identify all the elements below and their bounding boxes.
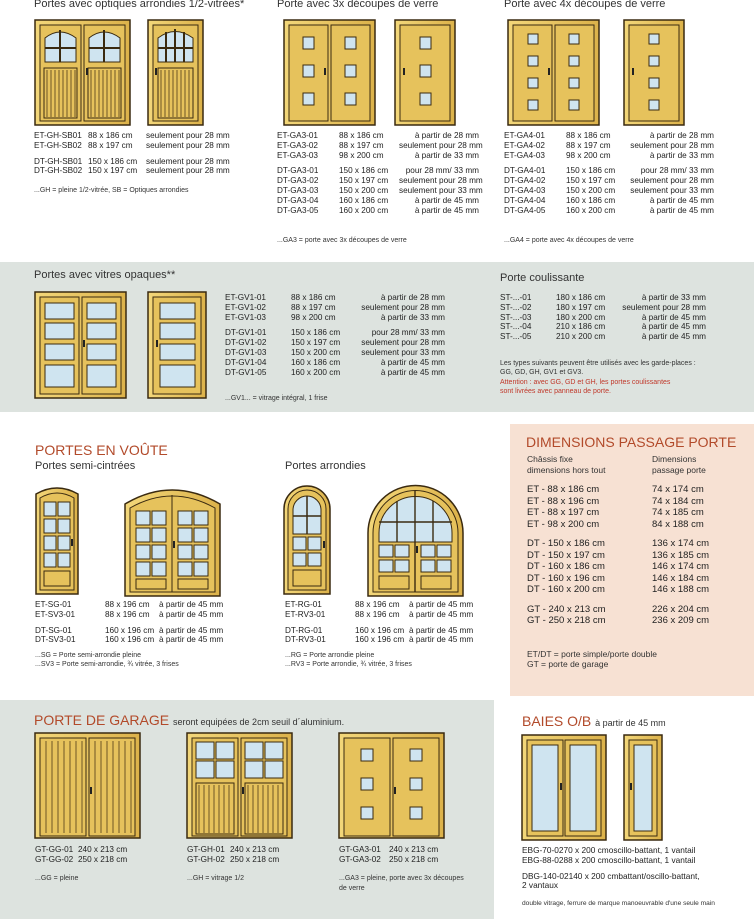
passage-dimension: 226 x 204 cm xyxy=(652,603,710,615)
spec-row xyxy=(504,206,714,216)
frame-dimension: DT - 160 x 186 cm xyxy=(527,561,605,572)
door-single-opaque xyxy=(148,292,206,398)
spec-cell: à partir de 45 mm xyxy=(649,195,714,205)
window-single-tilt-turn xyxy=(624,735,662,840)
spec-cell: DT-GA4-04 xyxy=(504,195,546,205)
spec-cell: 160 x 200 cm xyxy=(566,205,616,215)
spec-cell: 150 x 197 cm xyxy=(88,166,138,176)
spec-cell: DT-GA3-01 xyxy=(277,166,319,176)
spec-cell: 240 x 213 cm xyxy=(78,845,128,854)
spec-row xyxy=(187,855,290,865)
s5-specs xyxy=(500,293,706,342)
spec-cell: GT-GG-01 xyxy=(35,845,74,854)
spec-cell: ET-SV3-01 xyxy=(35,609,76,619)
passage-dimension: 84 x 188 cm xyxy=(652,518,704,530)
spec-row xyxy=(225,358,445,368)
spec-cell: à partir de 45 mm xyxy=(380,357,445,367)
spec-row xyxy=(522,881,700,891)
spec-cell: 88 x 197 cm xyxy=(291,302,336,312)
s8-title-suffix: seront equipées de 2cm seuil d´aluminium. xyxy=(173,717,345,727)
spec-row xyxy=(522,856,700,866)
frame-dimension: DT - 160 x 196 cm xyxy=(527,572,605,584)
spec-cell: ST-...-04 xyxy=(500,322,532,332)
passage-dimension: 74 x 185 cm xyxy=(652,507,704,518)
frame-dimension: ET - 88 x 196 cm xyxy=(527,495,600,507)
spec-cell: DT-SG-01 xyxy=(35,625,72,635)
spec-row xyxy=(277,151,479,161)
spec-cell: 180 x 200 cm xyxy=(556,312,606,322)
s7-col1a: Châssis fixe xyxy=(527,454,573,464)
spec-cell: DT-GA3-05 xyxy=(277,205,319,215)
spec-cell: 140 x 200 cm xyxy=(568,870,619,881)
spec-row xyxy=(225,303,445,313)
spec-cell: DT-GH-SB02 xyxy=(34,166,83,176)
spec-cell: ST-...-01 xyxy=(500,293,532,302)
spec-cell: 88 x 197 cm xyxy=(339,140,384,150)
spec-cell: 88 x 186 cm xyxy=(566,131,611,140)
spec-row xyxy=(35,626,229,636)
spec-cell: 88 x 197 cm xyxy=(88,140,133,150)
spec-cell: DT-GV1-04 xyxy=(225,357,267,367)
spec-cell: DT-GV1-01 xyxy=(225,328,267,338)
spec-cell: à partir de 28 mm xyxy=(380,293,445,302)
spec-cell: seulement pour 28 mm xyxy=(399,176,483,186)
spec-cell: ET-GA4-01 xyxy=(504,131,545,140)
spec-cell: 150 x 186 cm xyxy=(339,166,389,176)
spec-row xyxy=(225,368,445,378)
s1-note: ...GH = pleine 1/2-vitrée, SB = Optiques arrondies xyxy=(34,187,189,194)
spec-cell: ST-...-03 xyxy=(500,312,532,322)
s9-title-suffix: à partir de 45 mm xyxy=(595,718,666,728)
spec-cell: ET-GH-SB01 xyxy=(34,131,82,140)
spec-row xyxy=(504,166,714,176)
spec-row xyxy=(34,131,242,141)
spec-cell: ST-...-02 xyxy=(500,302,532,312)
spec-cell: 160 x 196 cm xyxy=(105,625,155,635)
spec-cell: DT-GA4-05 xyxy=(504,205,546,215)
door-double-arched-optics xyxy=(35,20,130,125)
spec-cell: à partir de 45 mm xyxy=(159,635,224,645)
spec-cell: oscillo-battant, 1 vantail xyxy=(608,845,696,855)
s1-specs xyxy=(34,131,242,176)
door-single-arched-optics xyxy=(148,20,203,125)
spec-row xyxy=(504,186,714,196)
spec-row xyxy=(500,332,706,342)
spec-cell: à partir de 45 mm xyxy=(159,609,224,619)
s2-title: Porte avec 3x découpes de verre xyxy=(277,0,439,10)
spec-row xyxy=(500,322,706,332)
spec-row xyxy=(225,313,445,323)
spec-cell: battant/oscillo-battant, xyxy=(618,870,700,881)
spec-cell: 160 x 186 cm xyxy=(291,357,341,367)
door-double-opaque xyxy=(35,292,126,398)
spec-cell: DT-GA4-03 xyxy=(504,185,546,195)
s6-title: PORTES EN VOÛTE xyxy=(35,442,168,458)
spec-cell: DT-GA4-02 xyxy=(504,176,546,186)
spec-cell: seulement pour 33 mm xyxy=(399,185,483,195)
s8-specs-b xyxy=(187,845,290,865)
spec-cell: 150 x 197 cm xyxy=(566,176,616,186)
frame-dimension: DT - 150 x 197 cm xyxy=(527,549,605,561)
spec-cell: 88 x 200 cm xyxy=(563,854,609,865)
passage-dimension: 146 x 188 cm xyxy=(652,584,710,595)
dimension-row xyxy=(527,573,732,585)
spec-cell: 210 x 200 cm xyxy=(556,332,606,342)
spec-row xyxy=(277,185,483,196)
spec-cell: DT-GA3-02 xyxy=(277,176,319,186)
spec-cell: 150 x 186 cm xyxy=(88,156,138,166)
s6-note-b2: ...RV3 = Porte arrondie, ¾ vitrée, 3 frises xyxy=(285,661,412,668)
s6-note-a2: ...SV3 = Porte semi-arrondie, ¾ vitrée, 3 frises xyxy=(35,661,179,668)
s8-title xyxy=(34,712,344,728)
spec-cell: 88 x 196 cm xyxy=(355,600,400,609)
spec-cell: DT-SV3-01 xyxy=(35,635,76,645)
frame-dimension: DT - 160 x 200 cm xyxy=(527,584,605,595)
spec-cell: seulement pour 28 mm xyxy=(361,338,445,348)
spec-cell: 160 x 196 cm xyxy=(355,625,405,635)
spec-cell: à partir de 45 mm xyxy=(641,312,706,322)
s6-specs-a xyxy=(35,600,229,645)
s7-note-1: ET/DT = porte simple/porte double xyxy=(527,649,658,659)
door-single-4-windows xyxy=(624,20,684,125)
s4-note: ...GV1... = vitrage intégral, 1 frise xyxy=(225,395,328,402)
spec-cell: ET-GH-SB02 xyxy=(34,140,82,150)
s3-title: Porte avec 4x découpes de verre xyxy=(504,0,666,10)
spec-cell: à partir de 45 mm xyxy=(641,332,706,342)
spec-row xyxy=(277,166,479,176)
spec-row xyxy=(500,303,706,313)
spec-row xyxy=(34,141,242,151)
s8-specs-c xyxy=(339,845,449,865)
spec-cell: seulement pour 28 mm xyxy=(630,176,714,186)
spec-cell: 98 x 200 cm xyxy=(291,312,336,322)
spec-cell: seulement pour 28 mm xyxy=(630,140,714,150)
spec-row xyxy=(339,855,449,865)
spec-row xyxy=(277,176,483,186)
spec-cell: à partir de 45 mm xyxy=(641,322,706,332)
spec-cell: à partir de 45 mm xyxy=(409,600,474,609)
spec-row xyxy=(277,206,479,216)
passage-dimension: 236 x 209 cm xyxy=(652,615,710,626)
spec-row xyxy=(277,196,479,206)
spec-row xyxy=(277,131,479,141)
spec-cell: seulement pour 28 mm xyxy=(146,166,230,176)
s4-title: Portes avec vitres opaques** xyxy=(34,269,176,281)
spec-cell: ET-GV1-01 xyxy=(225,293,266,302)
garage-door-3-windows xyxy=(339,733,444,838)
spec-cell: DT-RG-01 xyxy=(285,625,323,635)
spec-cell: à partir de 33 mm xyxy=(641,293,706,302)
spec-cell: ET-GA3-03 xyxy=(277,150,318,160)
spec-cell: à partir de 45 mm xyxy=(380,367,445,377)
frame-dimension: DT - 150 x 186 cm xyxy=(527,538,605,549)
spec-row xyxy=(500,313,706,323)
spec-cell: 150 x 186 cm xyxy=(566,166,616,176)
spec-cell: à partir de 28 mm xyxy=(649,131,714,140)
spec-cell: seulement pour 28 mm xyxy=(399,140,483,150)
passage-dimension: 146 x 174 cm xyxy=(652,561,710,572)
spec-cell: à partir de 45 mm xyxy=(409,635,474,645)
s9-title xyxy=(522,713,666,729)
spec-cell: GT-GH-01 xyxy=(187,845,225,854)
spec-row xyxy=(34,157,242,167)
dimension-row xyxy=(527,484,732,496)
s6-note-a1: ...SG = Porte semi-arrondie pleine xyxy=(35,652,142,659)
spec-cell: 150 x 200 cm xyxy=(291,347,341,357)
spec-cell: seulement pour 28 mm xyxy=(146,140,230,150)
spec-row xyxy=(277,140,483,151)
spec-cell: à partir de 45 mm xyxy=(409,625,474,635)
s9-title-main: BAIES O/B xyxy=(522,713,592,729)
spec-cell: 70 x 200 cm xyxy=(563,845,609,855)
s7-table xyxy=(527,484,732,627)
spec-cell: ET-GA3-01 xyxy=(277,131,318,140)
spec-cell: à partir de 45 mm xyxy=(414,205,479,215)
spec-row xyxy=(35,845,138,855)
spec-cell: 88 x 186 cm xyxy=(339,131,384,140)
spec-row xyxy=(500,293,706,303)
dimension-row xyxy=(527,519,732,531)
spec-cell: 88 x 186 cm xyxy=(88,131,133,140)
spec-row xyxy=(187,845,290,855)
garage-door-half-glass xyxy=(187,733,292,838)
spec-cell: GT-GA3-02 xyxy=(339,854,381,864)
spec-cell: ET-RV3-01 xyxy=(285,609,326,619)
spec-cell: seulement pour 28 mm xyxy=(146,131,230,140)
dimension-row xyxy=(527,584,732,596)
spec-cell: 160 x 186 cm xyxy=(566,195,616,205)
dimension-row xyxy=(527,507,732,519)
frame-dimension: ET - 88 x 197 cm xyxy=(527,507,600,518)
s9-note: double vitrage, ferrure de marque manoeuvrable d'une seule main xyxy=(522,900,715,907)
spec-row xyxy=(285,635,479,645)
spec-row xyxy=(225,348,445,358)
s5-note-4: sont livrées avec panneau de porte. xyxy=(500,388,611,395)
spec-cell: 250 x 218 cm xyxy=(78,854,128,864)
spec-row xyxy=(35,610,229,620)
spec-cell: DT-GA3-03 xyxy=(277,185,319,195)
passage-dimension: 74 x 184 cm xyxy=(652,495,704,507)
spec-cell: à partir de 45 mm xyxy=(159,625,224,635)
spec-cell: à partir de 28 mm xyxy=(414,131,479,140)
dimension-row xyxy=(527,538,732,550)
spec-cell: 250 x 218 cm xyxy=(389,854,439,864)
passage-dimension: 136 x 185 cm xyxy=(652,549,710,561)
spec-cell: DT-GV1-03 xyxy=(225,347,267,357)
spec-cell: 250 x 218 cm xyxy=(230,854,280,864)
spec-cell: seulement pour 33 mm xyxy=(361,347,445,357)
spec-cell: EBG-70-02 xyxy=(522,845,564,855)
s7-note-2: GT = porte de garage xyxy=(527,659,609,669)
passage-dimension: 146 x 184 cm xyxy=(652,572,710,584)
spec-cell: pour 28 mm/ 33 mm xyxy=(640,166,714,176)
spec-row xyxy=(225,293,445,303)
spec-cell: ET-RG-01 xyxy=(285,600,322,609)
spec-cell: 2 vantaux xyxy=(522,880,558,891)
spec-cell: 160 x 196 cm xyxy=(355,635,405,645)
spec-cell: DT-GA4-01 xyxy=(504,166,546,176)
door-single-semi-arched xyxy=(36,486,78,594)
s7-title: DIMENSIONS PASSAGE PORTE xyxy=(526,434,737,450)
spec-cell: DT-GV1-02 xyxy=(225,338,267,348)
spec-row xyxy=(35,855,138,865)
s7-col1b: dimensions hors tout xyxy=(527,465,606,475)
spec-cell: 160 x 196 cm xyxy=(105,635,155,645)
spec-row xyxy=(35,635,229,645)
spec-cell: 150 x 200 cm xyxy=(566,185,616,195)
spec-cell: 150 x 200 cm xyxy=(339,185,389,195)
spec-cell: GT-GG-02 xyxy=(35,854,74,864)
door-single-3-windows xyxy=(395,20,455,125)
spec-row xyxy=(285,626,479,636)
s3-note: ...GA4 = porte avec 4x découpes de verre xyxy=(504,237,634,244)
s6-sub-b: Portes arrondies xyxy=(285,460,366,472)
spec-row xyxy=(504,196,714,206)
spec-cell: ET-GA3-02 xyxy=(277,140,318,150)
spec-cell: 98 x 200 cm xyxy=(339,150,384,160)
spec-cell: à partir de 45 mm xyxy=(159,600,224,609)
door-double-3-windows xyxy=(284,20,375,125)
spec-cell: à partir de 45 mm xyxy=(414,195,479,205)
spec-cell: 160 x 186 cm xyxy=(339,195,389,205)
spec-cell: à partir de 45 mm xyxy=(409,609,474,619)
spec-cell: seulement pour 28 mm xyxy=(146,156,230,166)
window-double-tilt-turn xyxy=(522,735,606,840)
dimension-row xyxy=(527,550,732,562)
spec-row xyxy=(35,600,229,610)
spec-cell: DT-GV1-05 xyxy=(225,367,267,377)
spec-cell: à partir de 45 mm xyxy=(649,205,714,215)
spec-cell: ET-GV1-03 xyxy=(225,312,266,322)
door-double-round-arched xyxy=(368,486,463,596)
s8-note-c1: ...GA3 = pleine, porte avec 3x découpes xyxy=(339,875,464,882)
spec-cell: seulement pour 33 mm xyxy=(630,185,714,195)
s5-note-2: GG, GD, GH, GV1 et GV3. xyxy=(500,369,584,376)
spec-cell: 88 x 196 cm xyxy=(105,609,150,619)
dimension-row xyxy=(527,615,732,627)
spec-cell: 150 x 186 cm xyxy=(291,328,341,338)
spec-cell: ET-GA4-03 xyxy=(504,150,545,160)
spec-cell: seulement pour 28 mm xyxy=(361,302,445,312)
s5-note-1: Les types suivants peuvent être utilisés avec les garde-places : xyxy=(500,360,696,367)
spec-cell: 150 x 197 cm xyxy=(339,176,389,186)
dimension-row xyxy=(527,604,732,616)
s6-note-b1: ...RG = Porte arrondie pleine xyxy=(285,652,375,659)
s6-specs-b xyxy=(285,600,479,645)
spec-cell: 240 x 213 cm xyxy=(389,845,439,854)
spec-cell: seulement pour 28 mm xyxy=(622,302,706,312)
spec-row xyxy=(285,600,479,610)
s5-note-3: Attention : avec GG, GD et GH, les portes coulissantes xyxy=(500,379,671,386)
garage-door-plain xyxy=(35,733,140,838)
spec-cell: DBG-140-02 xyxy=(522,870,569,881)
spec-cell: ET-GA4-02 xyxy=(504,140,545,150)
s4-specs xyxy=(225,293,445,377)
spec-cell: à partir de 33 mm xyxy=(414,150,479,160)
spec-cell: à partir de 33 mm xyxy=(380,312,445,322)
s8-title-main: PORTE DE GARAGE xyxy=(34,712,170,728)
s2-note: ...GA3 = porte avec 3x découpes de verre xyxy=(277,237,407,244)
spec-cell: 160 x 200 cm xyxy=(339,205,389,215)
frame-dimension: ET - 98 x 200 cm xyxy=(527,518,600,530)
s8-note-b: ...GH = vitrage 1/2 xyxy=(187,875,244,882)
spec-row xyxy=(504,151,714,161)
spec-row xyxy=(504,176,714,186)
spec-cell: 88 x 196 cm xyxy=(355,609,400,619)
spec-row xyxy=(339,845,449,855)
spec-cell: ET-SG-01 xyxy=(35,600,72,609)
spec-cell: DT-RV3-01 xyxy=(285,635,326,645)
spec-cell: 88 x 197 cm xyxy=(566,140,611,150)
spec-cell: ST-...-05 xyxy=(500,332,532,342)
frame-dimension: GT - 240 x 213 cm xyxy=(527,603,606,615)
spec-row xyxy=(34,166,242,176)
spec-cell: pour 28 mm/ 33 mm xyxy=(371,328,445,338)
spec-cell: 160 x 200 cm xyxy=(291,367,341,377)
spec-cell: ET-GV1-02 xyxy=(225,302,266,312)
spec-cell: 240 x 213 cm xyxy=(230,845,280,854)
s8-note-c2: de verre xyxy=(339,885,365,892)
spec-cell: 180 x 186 cm xyxy=(556,293,606,302)
door-double-4-windows xyxy=(508,20,599,125)
s6-sub-a: Portes semi-cintrées xyxy=(35,460,136,472)
dimension-row xyxy=(527,496,732,508)
spec-cell: à partir de 33 mm xyxy=(649,150,714,160)
spec-cell: DT-GH-SB01 xyxy=(34,156,83,166)
spec-row xyxy=(504,141,714,151)
spec-cell: 88 x 186 cm xyxy=(291,293,336,302)
spec-cell: 98 x 200 cm xyxy=(566,150,611,160)
spec-cell: pour 28 mm/ 33 mm xyxy=(405,166,479,176)
s8-specs-a xyxy=(35,845,138,865)
s9-specs xyxy=(522,846,700,891)
spec-cell: GT-GA3-01 xyxy=(339,845,381,854)
passage-dimension: 136 x 174 cm xyxy=(652,538,710,549)
spec-cell: 88 x 196 cm xyxy=(105,600,150,609)
frame-dimension: ET - 88 x 186 cm xyxy=(527,484,600,495)
spec-cell: GT-GH-02 xyxy=(187,854,225,864)
door-double-semi-arched xyxy=(125,486,220,596)
spec-cell: 150 x 197 cm xyxy=(291,338,341,348)
spec-row xyxy=(225,338,445,348)
frame-dimension: GT - 250 x 218 cm xyxy=(527,615,606,626)
spec-cell: 180 x 197 cm xyxy=(556,302,606,312)
spec-row xyxy=(504,131,714,141)
s1-title: Portes avec optiques arrondies 1/2-vitrées* xyxy=(34,0,245,10)
door-single-round-arched xyxy=(284,486,330,594)
s3-specs xyxy=(504,131,714,215)
spec-cell: 210 x 186 cm xyxy=(556,322,606,332)
spec-row xyxy=(225,328,445,338)
s5-title: Porte coulissante xyxy=(500,272,585,284)
dimension-row xyxy=(527,561,732,573)
passage-dimension: 74 x 174 cm xyxy=(652,484,704,495)
spec-cell: oscillo-battant, 1 vantail xyxy=(608,854,696,865)
spec-row xyxy=(285,610,479,620)
s7-col2b: passage porte xyxy=(652,465,706,475)
s7-col2a: Dimensions xyxy=(652,454,697,464)
spec-cell: EBG-88-02 xyxy=(522,854,564,865)
spec-cell: DT-GA3-04 xyxy=(277,195,319,205)
s8-note-a: ...GG = pleine xyxy=(35,875,79,882)
s2-specs xyxy=(277,131,483,215)
